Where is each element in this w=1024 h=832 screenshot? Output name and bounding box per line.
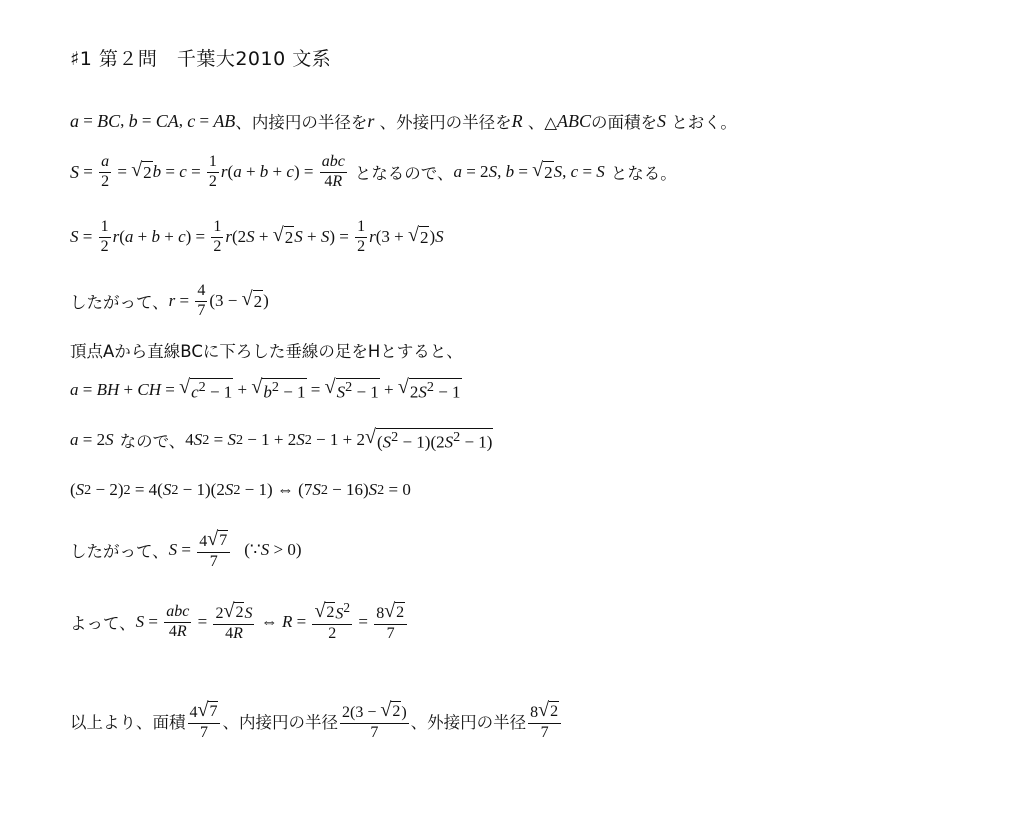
math-line-area-relation: S = $\frac{1}{2}$ r ( a + b + c ) = $\frac{1}{2}$ r (2 S + √ 2 S + S ) = $\frac{1}{2}$ r (3 + √ 2 ) S bbox=[70, 217, 444, 255]
math-line-area-value: したがって、 S = 4 √ 7 7 (∵ S > 0) bbox=[70, 527, 302, 570]
math-line-equation: ( S 2 − 2) 2 = 4( S 2 − 1)(2 S 2 − 1) ⇔ (7 S 2 − 16) S 2 = 0 bbox=[70, 480, 411, 499]
math-line-squared: a = 2 S なので、 4 S 2 = S 2 − 1 + 2 S 2 − 1 + 2 √ $(S^2 - 1)(2S^2 - 1)$ bbox=[70, 425, 493, 452]
math-line-inradius: したがって、 r = $\frac{4}{7}$ (3 − √ 2 ) bbox=[70, 281, 269, 319]
math-line-definitions: a = BC , b = CA , c = AB 、内接円の半径を r 、外接円の半径を R 、△ ABC の面積を S とおく。 bbox=[70, 110, 737, 132]
text-line-perpendicular: 頂点Aから直線BCに下ろした垂線の足をHとすると、 bbox=[70, 342, 463, 361]
page-title: ♯1 第２問 千葉大2010 文系 bbox=[70, 48, 332, 70]
math-line-base-split: a = BH + CH = √ $c^2 - 1$ + √ $b^2 - 1$ = √ $S^2 - 1$ + √ $2S^2 - 1$ bbox=[70, 375, 461, 402]
math-line-summary: 以上より、面積 4 √ 7 7 、内接円の半径 2(3 − √ 2 ) 7 、外接円の半径 8 √ 2 7 bbox=[70, 697, 563, 745]
math-line-side-lengths: S = $\frac{a}{2}$ = √ 2 b = c = $\frac{1}{2}$ r ( a + b + c ) = $\frac{\text{abc}}{4R}$ となるので、 a = 2 S , b = √ 2 S , c = S となる。 bbox=[70, 152, 677, 190]
math-line-circumradius: よって、 S = $\frac{\text{abc}}{4R}$ = 2 √ 2 S 4R ⇔ R = √ 2 $S^2$ 2 = 8 √ 2 7 bbox=[70, 598, 409, 646]
